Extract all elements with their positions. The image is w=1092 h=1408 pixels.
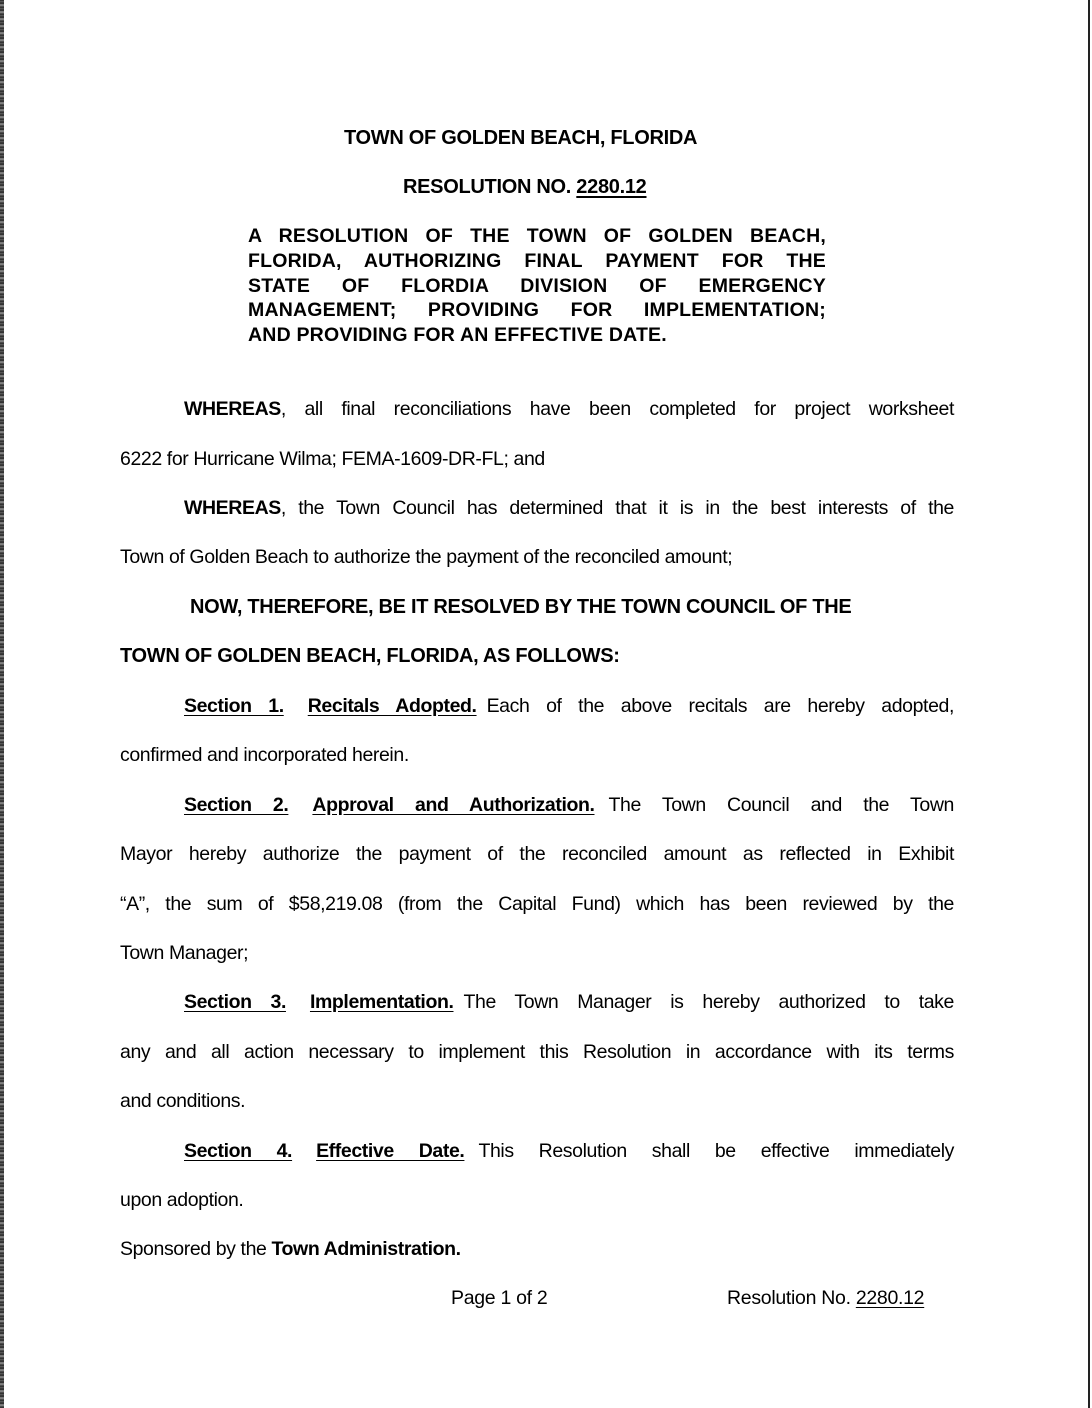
page-number: Page 1 of 2	[451, 1287, 548, 1309]
section-2-label: Section 2.	[184, 794, 289, 816]
recital-1-line-2: 6222 for Hurricane Wilma; FEMA-1609-DR-FL; and	[120, 448, 545, 470]
section-4-text: This Resolution shall be effective immediately	[478, 1140, 954, 1162]
section-3-line-3: and conditions.	[120, 1090, 246, 1112]
section-2-line-4: Town Manager;	[120, 942, 249, 964]
abstract-line: STATE OF FLORDIA DIVISION OF EMERGENCY	[248, 275, 826, 297]
abstract-line: AND PROVIDING FOR AN EFFECTIVE DATE.	[248, 324, 667, 346]
resolution-number: 2280.12	[576, 176, 647, 198]
resolved-line-2: TOWN OF GOLDEN BEACH, FLORIDA, AS FOLLOWS:	[120, 645, 620, 667]
section-4-heading: Effective Date.	[316, 1140, 465, 1162]
section-2-text: The Town Council and the Town	[608, 794, 954, 816]
town-title: TOWN OF GOLDEN BEACH, FLORIDA	[344, 127, 698, 149]
section-2-line-1	[184, 794, 954, 817]
section-3-label: Section 3.	[184, 991, 286, 1013]
section-1-text: Each of the above recitals are hereby adopted,	[486, 695, 954, 717]
abstract-line: MANAGEMENT; PROVIDING FOR IMPLEMENTATION;	[248, 299, 826, 321]
section-3-line-1	[184, 991, 954, 1014]
whereas-keyword: WHEREAS	[184, 398, 281, 420]
sponsor-line	[120, 1238, 954, 1261]
section-2-line-3: “A”, the sum of $58,219.08 (from the Capital Fund) which has been reviewed by the	[120, 893, 954, 915]
section-3-line-2: any and all action necessary to implement this Resolution in accordance with its terms	[120, 1041, 954, 1063]
abstract-line: A RESOLUTION OF THE TOWN OF GOLDEN BEACH,	[248, 225, 826, 247]
footer-resolution-number: 2280.12	[855, 1287, 925, 1309]
section-4-line-1	[184, 1140, 954, 1163]
section-4-line-2: upon adoption.	[120, 1189, 244, 1211]
recital-text: , the Town Council has determined that it is in the best interests of the	[280, 497, 954, 519]
footer-resolution	[727, 1287, 924, 1310]
footer-resolution-prefix: Resolution No.	[727, 1287, 856, 1309]
scan-edge-left	[0, 0, 4, 1408]
whereas-keyword: WHEREAS	[184, 497, 281, 519]
sponsor-prefix: Sponsored by the	[120, 1238, 272, 1260]
abstract-line: FLORIDA, AUTHORIZING FINAL PAYMENT FOR THE	[248, 250, 826, 272]
section-2-line-2: Mayor hereby authorize the payment of the reconciled amount as reflected in Exhibit	[120, 843, 954, 865]
recital-1-line-1	[184, 398, 954, 421]
section-3-heading: Implementation.	[309, 991, 454, 1013]
section-4-label: Section 4.	[184, 1140, 293, 1162]
recital-text: , all final reconciliations have been completed for project worksheet	[280, 398, 954, 420]
recital-2-line-1	[184, 497, 954, 520]
resolution-title	[403, 176, 647, 199]
section-1-heading: Recitals Adopted.	[307, 695, 477, 717]
section-1-line-1	[184, 695, 954, 718]
sponsor-name: Town Administration.	[271, 1238, 461, 1260]
resolved-line-1: NOW, THEREFORE, BE IT RESOLVED BY THE TOWN COUNCIL OF THE	[190, 596, 852, 618]
resolution-prefix: RESOLUTION NO.	[403, 176, 577, 198]
recital-2-line-2: Town of Golden Beach to authorize the payment of the reconciled amount;	[120, 546, 733, 568]
section-3-text: The Town Manager is hereby authorized to take	[463, 991, 954, 1013]
scan-edge-right	[1088, 0, 1090, 1408]
section-1-label: Section 1.	[184, 695, 284, 717]
section-2-heading: Approval and Authorization.	[312, 794, 595, 816]
section-1-line-2: confirmed and incorporated herein.	[120, 744, 409, 766]
